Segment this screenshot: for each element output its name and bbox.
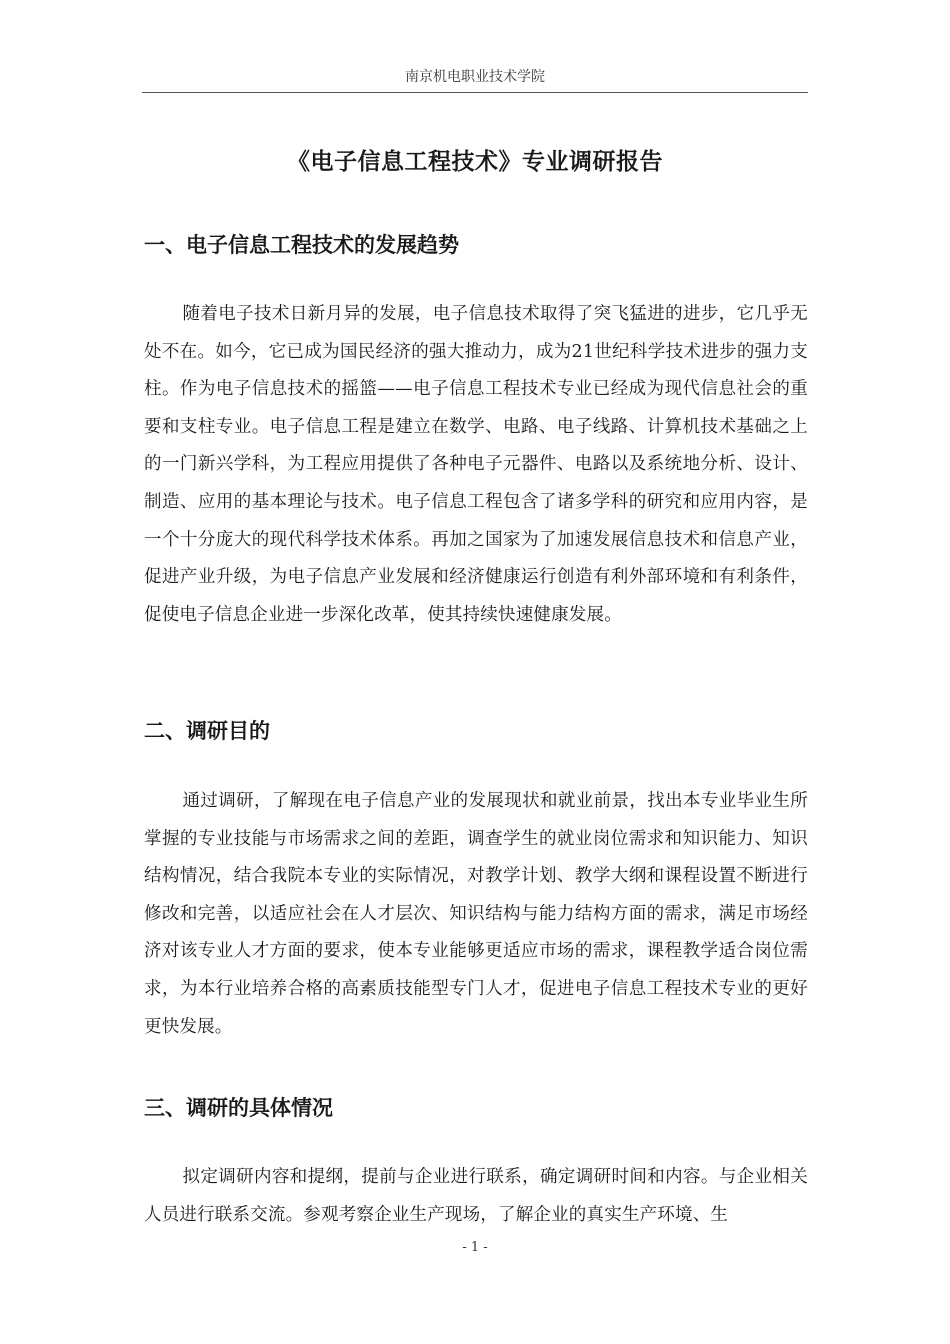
document-title: 《电子信息工程技术》专业调研报告: [287, 149, 663, 175]
section-heading-purpose: 二、调研目的: [144, 719, 270, 743]
section-paragraph-purpose: 通过调研，了解现在电子信息产业的发展现状和就业前景，找出本专业毕业生所掌握的专业技能与市场需求之间的差距，调查学生的就业岗位需求和知识能力、知识结构情况，结合我院本专业的实际情况，对教学计划、教学大纲和课程设置不断进行修改和完善，以适应社会在人才层次、知识结构与能力结构方面的需求，满足市场经济对该专业人才方面的要求，使本专业能够更适应市场的需求，课程教学适合岗位需求，为本行业培养合格的高素质技能型专门人才，促进电子信息工程技术专业的更好更快发展。: [144, 791, 808, 1037]
section-heading-trends: 一、电子信息工程技术的发展趋势: [144, 233, 459, 257]
section-heading-details: 三、调研的具体情况: [144, 1096, 333, 1120]
running-header: 南京机电职业技术学院: [405, 69, 545, 85]
section-paragraph-trends: 随着电子技术日新月异的发展，电子信息技术取得了突飞猛进的进步，它几乎无处不在。如今，它已成为国民经济的强大推动力，成为21世纪科学技术进步的强力支柱。作为电子信息技术的摇篮——电子信息工程技术专业已经成为现代信息社会的重要和支柱专业。电子信息工程是建立在数学、电路、电子线路、计算机技术基础之上的一门新兴学科，为工程应用提供了各种电子元器件、电路以及系统地分析、设计、制造、应用的基本理论与技术。电子信息工程包含了诸多学科的研究和应用内容，是一个十分庞大的现代科学技术体系。再加之国家为了加速发展信息技术和信息产业，促进产业升级，为电子信息产业发展和经济健康运行创造有利外部环境和有利条件，促使电子信息企业进一步深化改革，使其持续快速健康发展。: [144, 304, 808, 625]
section-paragraph-details: 拟定调研内容和提纲，提前与企业进行联系，确定调研时间和内容。与企业相关人员进行联系交流。参观考察企业生产现场，了解企业的真实生产环境、生: [144, 1167, 808, 1225]
page-number: - 1 -: [462, 1240, 488, 1255]
header-divider: [142, 92, 808, 93]
